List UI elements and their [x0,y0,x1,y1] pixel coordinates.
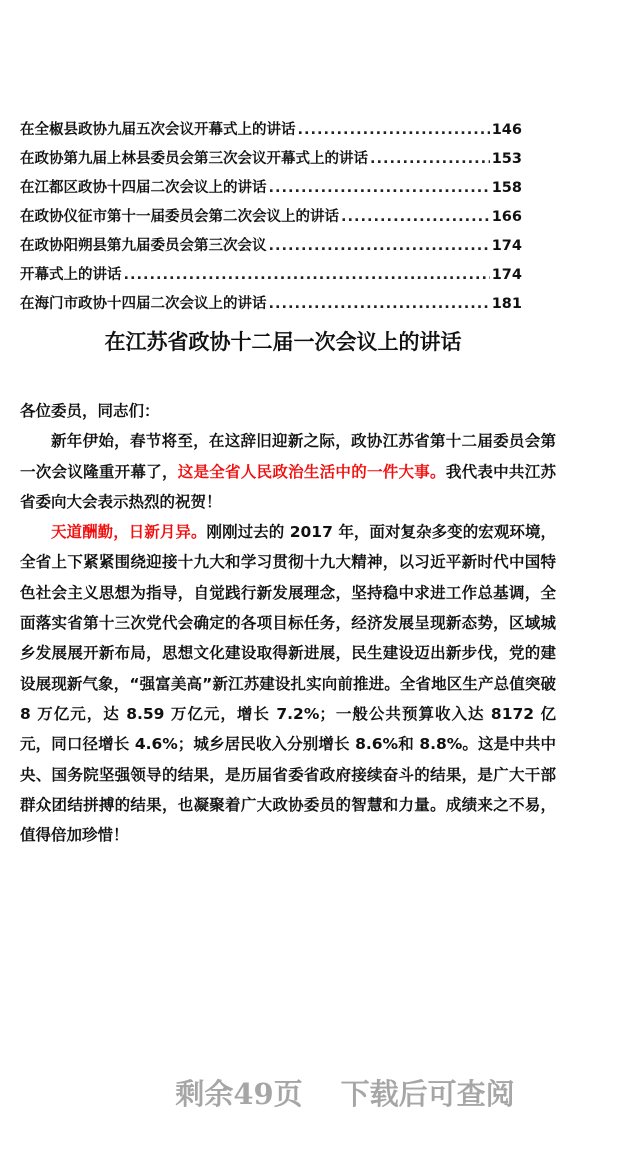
toc-leader-dots [124,267,490,283]
toc-leader-dots [269,180,490,196]
toc-entry[interactable] [20,147,522,176]
download-to-view-text: 下载后可查阅 [340,1077,515,1111]
paragraph-text: 我代表中共江苏省委向大会表示热烈的祝贺！ [20,462,556,511]
table-of-contents [20,118,522,321]
toc-entry-page: 166 [491,209,522,225]
remaining-pages-text: 剩余49页 [175,1077,303,1111]
paragraph-opening [20,426,556,517]
toc-leader-dots [341,209,490,225]
salutation: 各位委员，同志们： [20,402,160,420]
toc-entry-title: 开幕式上的讲话 [20,267,122,283]
toc-entry-title: 在政协仪征市第十一届委员会第二次会议上的讲话 [20,209,339,225]
toc-entry-title: 在政协阳朔县第九届委员会第三次会议 [20,238,267,254]
paragraph-text: 新年伊始，春节将至，在这辞旧迎新之际，政协江苏省第十二届委员会第一次会议隆重开幕了， [20,432,556,481]
toc-entry-page: 174 [491,238,522,254]
download-prompt[interactable] [0,1072,640,1113]
toc-entry-page: 153 [491,151,522,167]
toc-entry-page: 158 [491,180,522,196]
toc-entry-page: 174 [491,267,522,283]
toc-entry-title: 在全椒县政协九届五次会议开幕式上的讲话 [20,122,296,138]
toc-entry[interactable] [20,118,522,147]
toc-leader-dots [370,151,490,167]
toc-leader-dots [298,122,490,138]
toc-entry-page: 146 [491,122,522,138]
toc-entry-page: 181 [491,296,522,312]
paragraph-text: 刚刚过去的 2017 年，面对复杂多变的宏观环境，全省上下紧紧围绕迎接十九大和学习贯彻十九大精神，以习近平新时代中国特色社会主义思想为指导，自觉践行新发展理念，坚持稳中求进工作总基调，全面落实省第十三次党代会确定的各项目标任务，经济发展呈现新态势，区域城乡发展展开新布局，思想文化建设取得新进展，民生建设迈出新步伐，党的建设展现新气象，“强富美高”新江苏建设扎实向前推进。全省地区生产总值突破 8 万亿元，达 8.59 万亿元，增长 7.2%；一般公共预算收入达 8172 亿元，同口径增长 4.6%；城乡居民收入分别增长 8.6%和 8.8%。这是中共中央、国务院坚强领导的结果，是历届省委省政府接续奋斗的结果，是广大干部群众团结拼搏的结果，也凝聚着广大政协委员的智慧和力量。成绩来之不易，值得倍加珍惜！ [20,523,556,845]
toc-entry-title: 在江都区政协十四届二次会议上的讲话 [20,180,267,196]
toc-entry-title: 在海门市政协十四届二次会议上的讲话 [20,296,267,312]
speech-body [20,396,556,850]
highlight-text: 天道酬勤，日新月异。 [51,523,207,542]
toc-entry[interactable] [20,292,522,321]
speech-heading: 在江苏省政协十二届一次会议上的讲话 [104,330,462,354]
toc-entry[interactable] [20,263,522,292]
highlight-text: 这是全省人民政治生活中的一件大事。 [177,462,446,481]
toc-leader-dots [269,238,490,254]
toc-entry[interactable] [20,176,522,205]
toc-leader-dots [269,296,490,312]
toc-entry-title: 在政协第九届上林县委员会第三次会议开幕式上的讲话 [20,151,368,167]
toc-entry[interactable] [20,234,522,263]
toc-entry[interactable] [20,205,522,234]
paragraph-achievements [20,517,556,850]
